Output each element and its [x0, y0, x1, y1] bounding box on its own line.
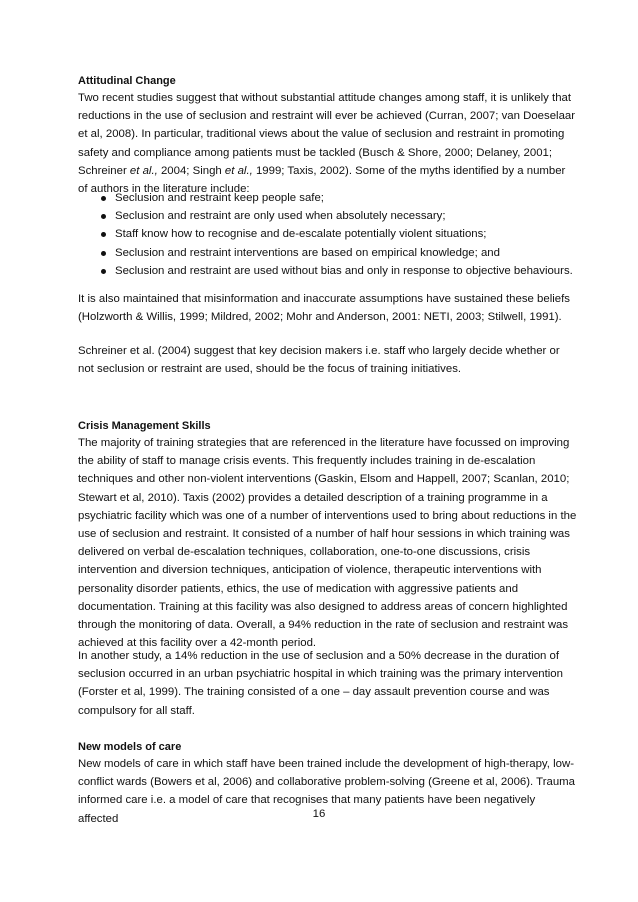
- myths-bullet-list: [78, 189, 578, 280]
- text-run: 1999; Taxis, 2002). Some of the myths identified by a number of authors in the literature include:: [78, 164, 566, 196]
- list-item: [78, 207, 578, 225]
- paragraph-new-models: New models of care in which staff have been trained include the development of high-therapy, low-conflict wards (Bowers et al, 2006) and collaborative problem-solving (Greene et al, 2006). Trauma informed care i.e. a model of care that recognises that many patients have been negatively affected: [78, 758, 575, 825]
- heading-crisis-management: Crisis Management Skills: [78, 420, 211, 432]
- list-item: [78, 244, 578, 262]
- page-number: 16: [312, 808, 326, 820]
- list-item-text: Seclusion and restraint are used without bias and only in response to objective behaviours.: [115, 264, 573, 277]
- list-item: [78, 225, 578, 243]
- paragraph-decision-makers: Schreiner et al. (2004) suggest that key decision makers i.e. staff who largely decide whether or not seclusion or restraint are used, should be the focus of training initiatives.: [78, 345, 560, 376]
- bullet-icon: [101, 232, 106, 237]
- italic-et-al: et al.,: [224, 164, 253, 177]
- paragraph-attitudinal-intro: [78, 89, 578, 198]
- list-item: [78, 189, 578, 207]
- bullet-icon: [101, 214, 106, 219]
- list-item-text: Seclusion and restraint keep people safe;: [115, 192, 324, 204]
- bullet-icon: [101, 251, 106, 256]
- italic-et-al: et al.,: [129, 164, 158, 177]
- list-item-text: Seclusion and restraint are only used when absolutely necessary;: [115, 210, 446, 223]
- list-item-text: Seclusion and restraint interventions are based on empirical knowledge; and: [115, 246, 500, 259]
- bullet-icon: [101, 269, 106, 274]
- heading-new-models: New models of care: [78, 741, 182, 753]
- text-run: Two recent studies suggest that without substantial attitude changes among staff, it is unlikely that reductions in the use of seclusion and restraint will ever be achieved (Curran, 2007; van Doeselaar et al, 2008). In particular, traditional views about the value of seclusion and restraint in promoting safety and compliance among patients must be tackled (Busch & Shore, 2000; Delaney, 2001; Schreiner: [78, 92, 576, 177]
- paragraph-another-study: In another study, a 14% reduction in the use of seclusion and a 50% decrease in the duration of seclusion occurred in an urban psychiatric hospital in which training was the primary intervention (Forster et al, 1999). The training consisted of a one – day assault prevention course and was compulsory for all staff.: [78, 650, 563, 717]
- paragraph-crisis-training: The majority of training strategies that are referenced in the literature have focussed on improving the ability of staff to manage crisis events. This frequently includes training in de-escalation techniques and other non-violent interventions (Gaskin, Elsom and Happell, 2007; Scanlan, 2010; Stewart et al, 2010). Taxis (2002) provides a detailed description of a training programme in a psychiatric facility which was one of a number of interventions used to bring about reductions in the use of seclusion and restraint. It consisted of a number of half hour sessions in which training was delivered on verbal de-escalation techniques, collaboration, one-to-one discussions, crisis intervention and diversion techniques, anticipation of violence, therapeutic interventions with personality disorder patients, ethics, the use of medication with aggressive patients and documentation. Training at this facility was also designed to address areas of concern highlighted through the monitoring of data. Overall, a 94% reduction in the rate of seclusion and restraint was achieved at this facility over a 42-month period.: [78, 437, 577, 650]
- paragraph-misinformation: It is also maintained that misinformation and inaccurate assumptions have sustained these beliefs (Holzworth & Willis, 1999; Mildred, 2002; Mohr and Anderson, 2001: NETI, 2003; Stilwell, 1991).: [78, 293, 570, 324]
- heading-attitudinal-change: Attitudinal Change: [78, 75, 176, 87]
- list-item: [78, 262, 578, 280]
- list-item-text: Staff know how to recognise and de-escalate potentially violent situations;: [115, 228, 487, 241]
- bullet-icon: [101, 196, 106, 201]
- text-run: 2004; Singh: [157, 164, 225, 177]
